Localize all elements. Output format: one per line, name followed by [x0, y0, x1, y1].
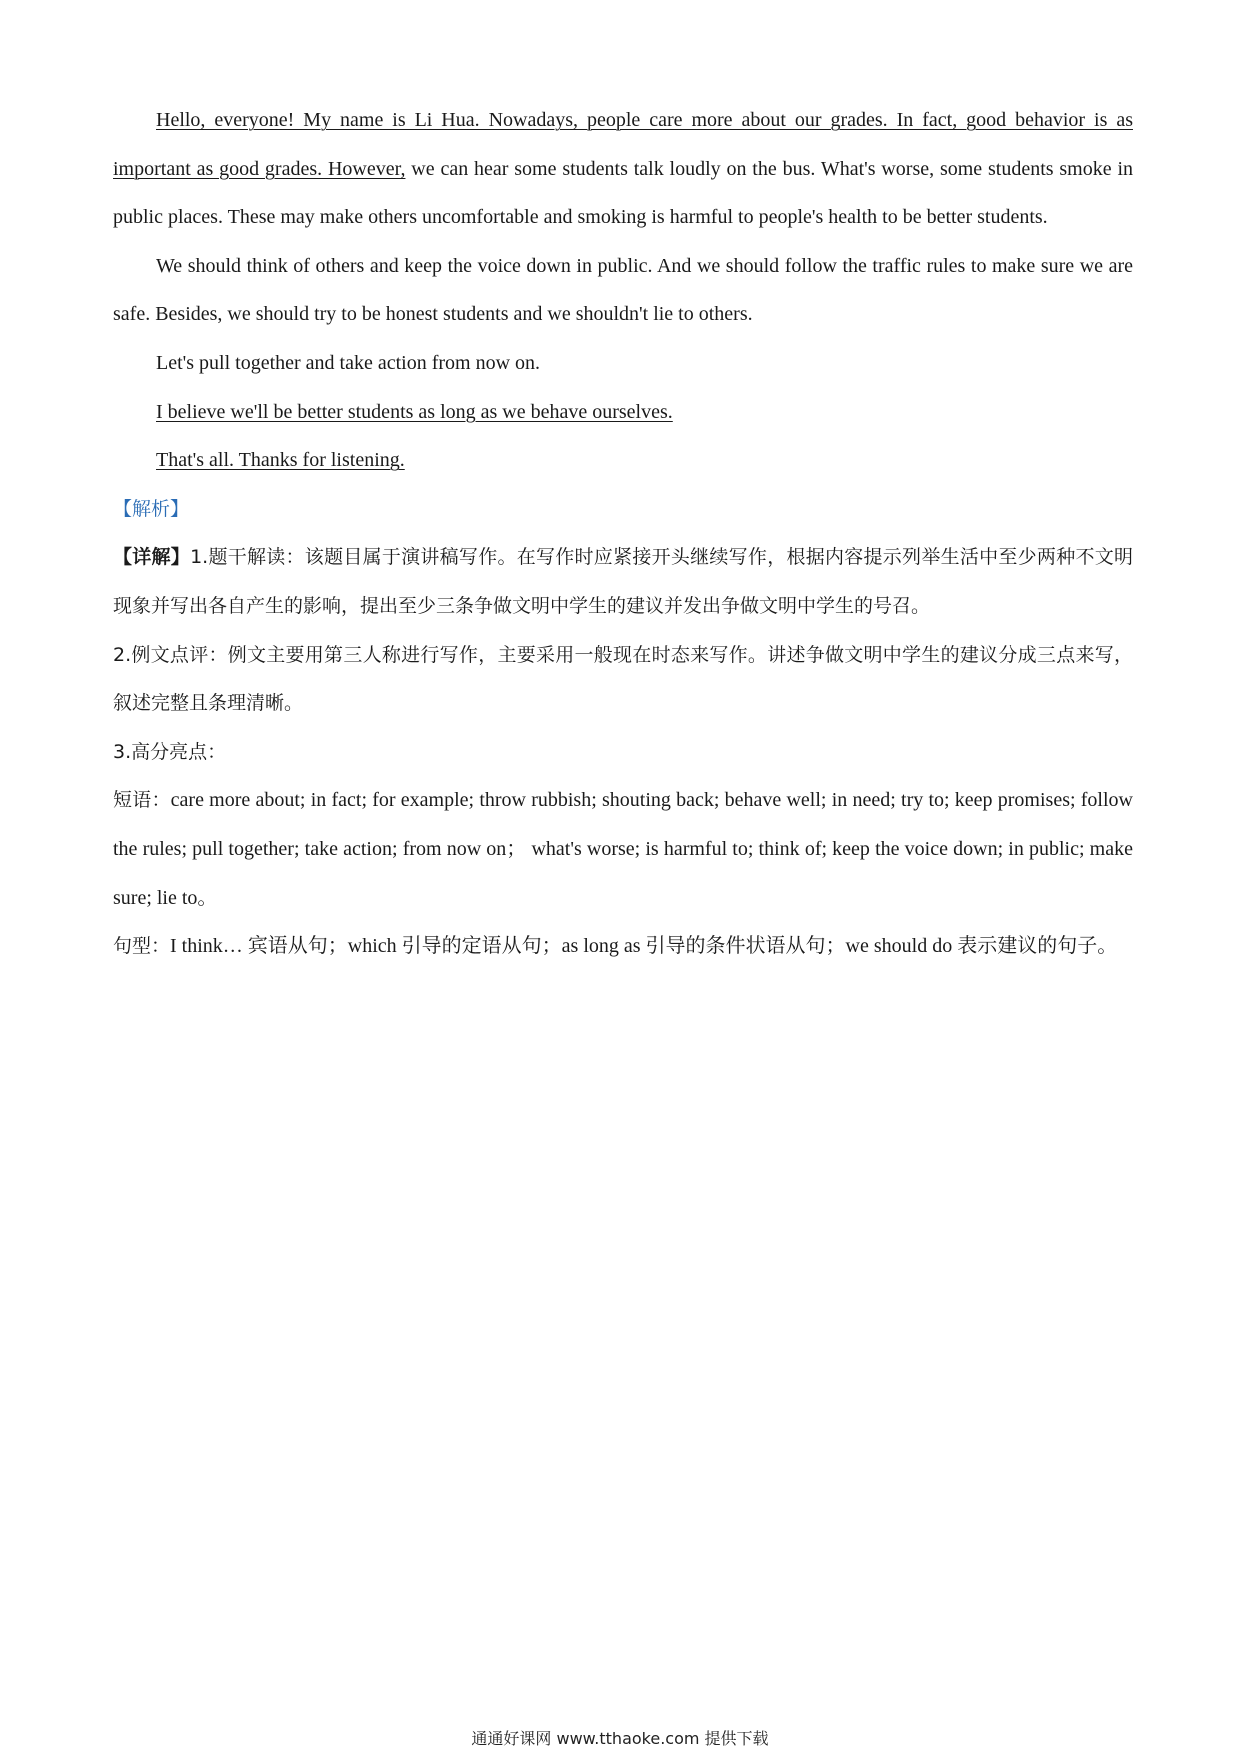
essay-underlined-sentence: I believe we'll be better students as long as we behave ourselves. — [156, 400, 673, 423]
document-body — [113, 96, 1133, 971]
detail-label: 【详解】 — [113, 546, 191, 569]
analysis-item-3: 3.高分亮点： — [113, 740, 227, 763]
analysis-item-1-text: 1.题干解读：该题目属于演讲稿写作。在写作时应紧接开头继续写作，根据内容提示列举生活中至少两种不文明现象并写出各自产生的影响，提出至少三条争做文明中学生的建议并发出争做文明中学生的号召。 — [113, 546, 1133, 617]
sentences-label: 句型： — [113, 935, 171, 958]
phrases-paragraph — [113, 776, 1133, 922]
analysis-heading — [113, 485, 1133, 534]
sentences-paragraph — [113, 922, 1133, 971]
analysis-item-1 — [113, 533, 1133, 630]
sentences-text: I think… 宾语从句；which 引导的定语从句；as long as 引导的条件状语从句；we should do 表示建议的句子。 — [170, 935, 1118, 958]
essay-paragraph-4 — [113, 388, 1133, 437]
phrases-label: 短语： — [113, 789, 171, 812]
page-footer: 通通好课网 www.tthaoke.com 提供下载 — [471, 1729, 769, 1748]
essay-closing-sentence: That's all. Thanks for listening. — [156, 449, 405, 472]
essay-underlined-opening: Hello, everyone! My name is Li Hua. Nowadays, people care more about our grades. In fact, good behavior is as important as good grades. However, — [113, 109, 1133, 180]
phrases-text: care more about; in fact; for example; throw rubbish; shouting back; behave well; in need; try to; keep promises; follow the rules; pull together; take action; from now on； what's worse; is harmful to; think of; keep the voice down; in public; make sure; lie to。 — [113, 789, 1133, 909]
essay-paragraph-3: Let's pull together and take action from now on. — [156, 351, 541, 374]
essay-paragraph-1 — [113, 96, 1133, 242]
essay-paragraph-2: We should think of others and keep the voice down in public. And we should follow the traffic rules to make sure we are safe. Besides, we should try to be honest students and we shouldn't lie to others. — [113, 254, 1133, 326]
analysis-heading-label: 【解析】 — [113, 497, 190, 520]
essay-paragraph-1-text: we can hear some students talk loudly on the bus. What's worse, some students smoke in public places. These may make others uncomfortable and smoking is harmful to people's health to be better students. — [113, 157, 1133, 229]
analysis-item-2: 2.例文点评：例文主要用第三人称进行写作，主要采用一般现在时态来写作。讲述争做文明中学生的建议分成三点来写，叙述完整且条理清晰。 — [113, 643, 1133, 715]
essay-paragraph-5 — [113, 436, 1133, 485]
